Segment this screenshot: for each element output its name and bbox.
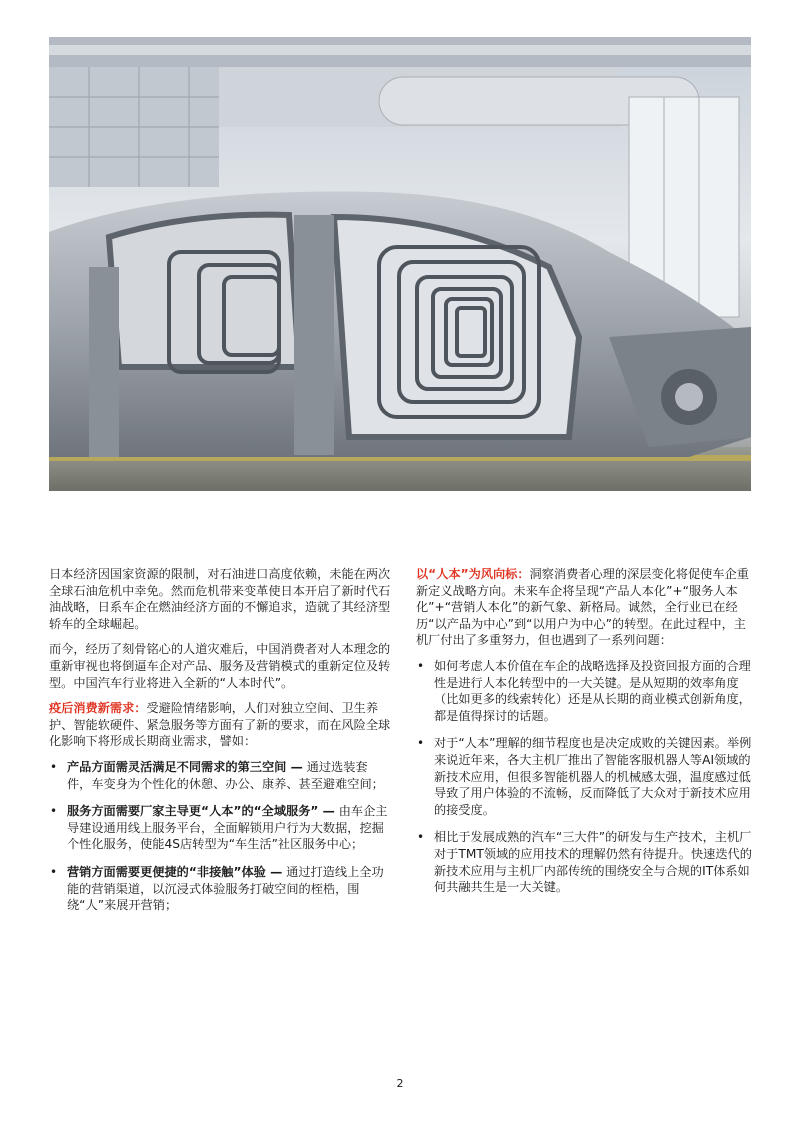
bullet-text: 通过打造线上全功能的营销渠道，以沉浸式体验服务打破空间的桎梏，围绕“人”来展开营销； xyxy=(67,864,384,913)
bullet-text: 通过选装套件，车变身为个性化的休憩、办公、康养、甚至避难空间； xyxy=(67,759,384,791)
bullet-heading: 服务方面需要厂家主导更“人本”的“全域服务” — xyxy=(67,804,335,819)
list-item xyxy=(49,864,391,914)
bullet-text: 如何考虑人本价值在车企的战略选择及投资回报方面的合理性是进行人本化转型中的一大关键。是从短期的效率角度（比如更多的线索转化）还是从长期的商业模式创新角度，都是值得探讨的话题。 xyxy=(434,658,751,723)
bullet-icon: • xyxy=(417,658,425,673)
bullet-icon: • xyxy=(50,759,58,774)
bullet-text: 相比于发展成熟的汽车“三大件”的研发与生产技术，主机厂对于TMT领域的应用技术的理解仍然有待提升。快速迭代的新技术应用与主机厂内部传统的围绕安全与合规的IT体系如何共融共生是一大关键。 xyxy=(434,830,752,895)
paragraph-human-centric-direction xyxy=(416,566,756,649)
demand-bullet-list xyxy=(49,759,391,914)
right-column xyxy=(416,566,756,907)
paragraph-post-epidemic-demand xyxy=(49,700,391,750)
challenge-bullet-list xyxy=(416,658,756,896)
list-item xyxy=(49,759,391,792)
bullet-icon: • xyxy=(50,804,58,819)
list-item xyxy=(416,658,756,724)
list-item xyxy=(416,735,756,818)
paragraph-humanism-era: 而今，经历了刻骨铭心的人道灾难后，中国消费者对人本理念的重新审视也将倒逼车企对产品、服务及营销模式的重新定位及转型。中国汽车行业将进入全新的“人本时代”。 xyxy=(49,642,391,690)
lead-post-epidemic: 疫后消费新需求： xyxy=(49,701,147,716)
bullet-heading: 产品方面需灵活满足不同需求的第三空间 — xyxy=(67,759,303,774)
bullet-icon: • xyxy=(417,830,425,845)
hero-photo-car-body-assembly xyxy=(49,37,751,491)
paragraph-oil-crisis: 日本经济因国家资源的限制，对石油进口高度依赖，未能在两次全球石油危机中幸免。然而危机带来变革使日本开启了新时代石油战略，日系车企在燃油经济方面的不懈追求，造就了其经济型轿车的全球崛起。 xyxy=(49,567,391,631)
hero-photo-illustration xyxy=(49,37,751,491)
list-item xyxy=(416,829,756,895)
bullet-heading: 营销方面需要更便捷的“非接触”体验 — xyxy=(67,864,283,879)
bullet-text: 对于“人本”理解的细节程度也是决定成败的关键因素。举例来说近年来，各大主机厂推出了智能客服机器人等AI领域的新技术应用，但很多智能机器人的机械感太强，温度感过低导致了用户体验的不流畅，反而降低了大众对于新技术应用的接受度。 xyxy=(434,736,752,817)
bullet-text: 由车企主导建设通用线上服务平台，全面解锁用户行为大数据，挖掘个性化服务，使能4S店转型为“车生活”社区服务中心； xyxy=(67,804,388,852)
page-number: 2 xyxy=(396,1077,404,1090)
lead-human-centric: 以“人本”为风向标： xyxy=(416,567,530,581)
bullet-icon: • xyxy=(417,736,425,751)
human-centric-text: 洞察消费者心理的深层变化将促使车企重新定义战略方向。未来车企将呈现“产品人本化”+“服务人本化”+“营销人本化”的新气象、新格局。诚然，全行业已在经历“以产品为中心”到“以用户为中心”的转型。在此过程中，主机厂付出了多重努力，但也遇到了一系列问题： xyxy=(416,567,749,648)
bullet-icon: • xyxy=(50,864,58,879)
left-column xyxy=(49,566,391,925)
post-epidemic-text: 受避险情绪影响，人们对独立空间、卫生养护、智能软硬件、紧急服务等方面有了新的要求，而在风险全球化影响下将形成长期商业需求，譬如： xyxy=(49,701,391,749)
list-item xyxy=(49,803,391,853)
